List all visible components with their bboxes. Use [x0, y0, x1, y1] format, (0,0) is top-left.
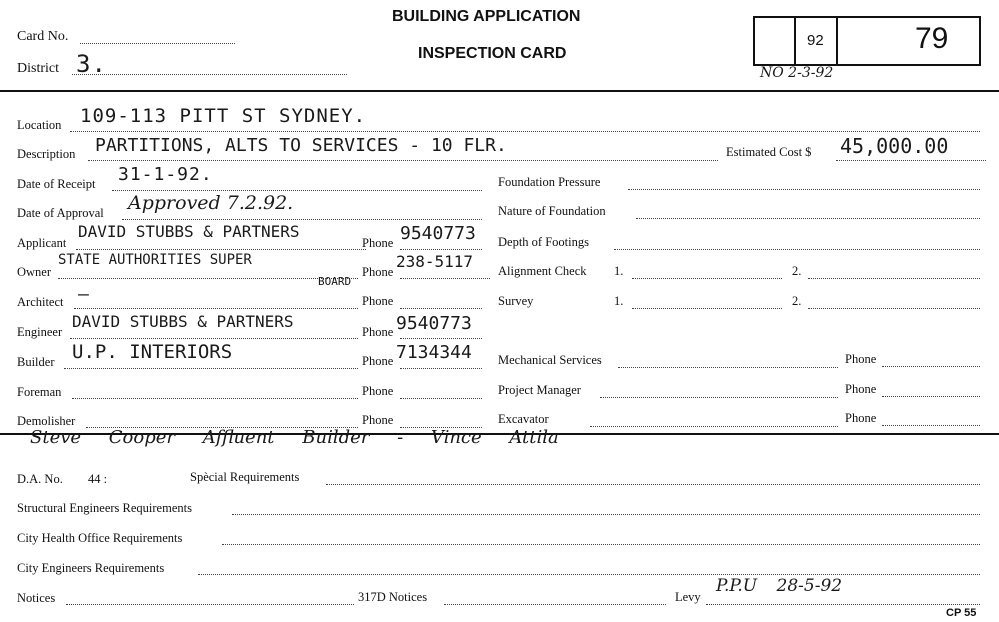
alignment-line-2 [808, 278, 980, 279]
location-label: Location [17, 118, 62, 132]
architect-phone-label: Phone [362, 294, 394, 308]
applicant-phone-value: 9540773 [400, 223, 476, 244]
applicant-phone-line [400, 249, 482, 250]
owner-phone-line [400, 278, 490, 279]
excavator-phone-line [882, 425, 980, 426]
architect-phone-line [400, 308, 482, 309]
levy-line [706, 604, 980, 605]
location-line [70, 131, 980, 132]
survey-num-1: 1. [614, 294, 624, 308]
builder-label: Builder [17, 355, 55, 369]
da-label: D.A. No. [17, 472, 63, 486]
form-title-line2: INSPECTION CARD [418, 45, 567, 62]
description-line [88, 160, 718, 161]
engineer-phone-value: 9540773 [396, 313, 472, 334]
description-label: Description [17, 147, 76, 161]
survey-label: Survey [498, 294, 534, 308]
district-line [72, 74, 347, 75]
owner-label: Owner [17, 265, 52, 279]
nature-foundation-line [636, 218, 980, 219]
box-divider-1 [794, 18, 796, 64]
date-receipt-line [112, 190, 482, 191]
notices-317d-label: 317D Notices [358, 590, 428, 604]
engineer-label: Engineer [17, 325, 63, 339]
owner-value-board: BOARD [318, 275, 352, 288]
card-no-label: Card No. [17, 29, 69, 44]
architect-value: — [78, 284, 90, 305]
card-number: 79 [915, 22, 949, 55]
demolisher-phone-label: Phone [362, 413, 394, 427]
project-manager-line [600, 397, 838, 398]
notices-317d-line [444, 604, 666, 605]
architect-label: Architect [17, 295, 64, 309]
levy-value: P.P.U 28-5-92 [716, 576, 843, 596]
foreman-phone-label: Phone [362, 384, 394, 398]
structural-label: Structural Engineers Requirements [17, 501, 192, 515]
foreman-line [72, 398, 358, 399]
handwritten-note: Steve Cooper Affluent Builder - Vince Attila [30, 427, 559, 448]
depth-footings-label: Depth of Footings [498, 235, 589, 249]
nature-foundation-label: Nature of Foundation [498, 204, 606, 218]
foundation-pressure-line [628, 189, 980, 190]
alignment-line-1 [632, 278, 782, 279]
excavator-label: Excavator [498, 412, 549, 426]
survey-line-2 [808, 308, 980, 309]
applicant-value: DAVID STUBBS & PARTNERS [78, 222, 300, 241]
structural-line [232, 514, 980, 515]
architect-line [74, 308, 358, 309]
date-approval-line [122, 219, 482, 220]
excavator-phone-label: Phone [845, 411, 877, 425]
location-value: 109-113 PITT ST SYDNEY. [80, 105, 367, 127]
engineer-line [70, 338, 358, 339]
builder-phone-label: Phone [362, 354, 394, 368]
project-manager-phone-label: Phone [845, 382, 877, 396]
special-requirements-label: Spècial Requirements [190, 470, 300, 484]
depth-footings-line [614, 249, 980, 250]
city-engineers-line [198, 574, 980, 575]
card-no-line [80, 43, 235, 44]
excavator-line [590, 426, 838, 427]
foundation-pressure-label: Foundation Pressure [498, 175, 601, 189]
notices-label: Notices [17, 591, 56, 605]
builder-line [64, 368, 358, 369]
survey-line-1 [632, 308, 782, 309]
owner-value: STATE AUTHORITIES SUPER [58, 252, 252, 268]
description-value: PARTITIONS, ALTS TO SERVICES - 10 FLR. [95, 135, 507, 156]
handwritten-ref: NO 2-3-92 [760, 65, 834, 81]
city-engineers-label: City Engineers Requirements [17, 561, 165, 575]
card-year: 92 [807, 32, 824, 49]
da-value: 44 : [88, 472, 108, 486]
applicant-line [76, 249, 366, 250]
engineer-value: DAVID STUBBS & PARTNERS [72, 312, 294, 331]
date-receipt-label: Date of Receipt [17, 177, 96, 191]
form-title-line1: BUILDING APPLICATION [392, 8, 581, 25]
district-label: District [17, 61, 59, 76]
owner-line [58, 278, 358, 279]
engineer-phone-label: Phone [362, 325, 394, 339]
header-rule [0, 90, 999, 92]
mechanical-label: Mechanical Services [498, 353, 602, 367]
estimated-cost-line [836, 160, 986, 161]
special-requirements-line [326, 484, 980, 485]
levy-label: Levy [675, 590, 701, 604]
survey-num-2: 2. [792, 294, 802, 308]
mechanical-phone-line [882, 366, 980, 367]
mechanical-line [618, 367, 838, 368]
owner-phone-value: 238-5117 [396, 252, 474, 271]
district-value: 3. [76, 50, 107, 78]
builder-phone-line [400, 368, 482, 369]
estimated-cost-value: 45,000.00 [840, 134, 949, 158]
alignment-num-2: 2. [792, 264, 802, 278]
applicant-label: Applicant [17, 236, 67, 250]
project-manager-label: Project Manager [498, 383, 581, 397]
form-code: CP 55 [946, 607, 977, 619]
mechanical-phone-label: Phone [845, 352, 877, 366]
alignment-label: Alignment Check [498, 264, 587, 278]
builder-phone-value: 7134344 [396, 342, 472, 363]
alignment-num-1: 1. [614, 264, 624, 278]
date-receipt-value: 31-1-92. [118, 164, 213, 185]
applicant-phone-label: Phone [362, 236, 394, 250]
card-number-box [753, 16, 981, 66]
owner-phone-label: Phone [362, 265, 394, 279]
engineer-phone-line [400, 338, 482, 339]
date-approval-label: Date of Approval [17, 206, 104, 220]
demolisher-label: Demolisher [17, 414, 76, 428]
foreman-phone-line [400, 398, 482, 399]
estimated-cost-label: Estimated Cost $ [726, 145, 812, 159]
health-line [222, 544, 980, 545]
project-manager-phone-line [882, 396, 980, 397]
health-label: City Health Office Requirements [17, 531, 183, 545]
foreman-label: Foreman [17, 385, 62, 399]
builder-value: U.P. INTERIORS [72, 341, 233, 363]
notices-line [66, 604, 354, 605]
box-divider-2 [836, 18, 838, 64]
date-approval-value: Approved 7.2.92. [128, 192, 294, 214]
